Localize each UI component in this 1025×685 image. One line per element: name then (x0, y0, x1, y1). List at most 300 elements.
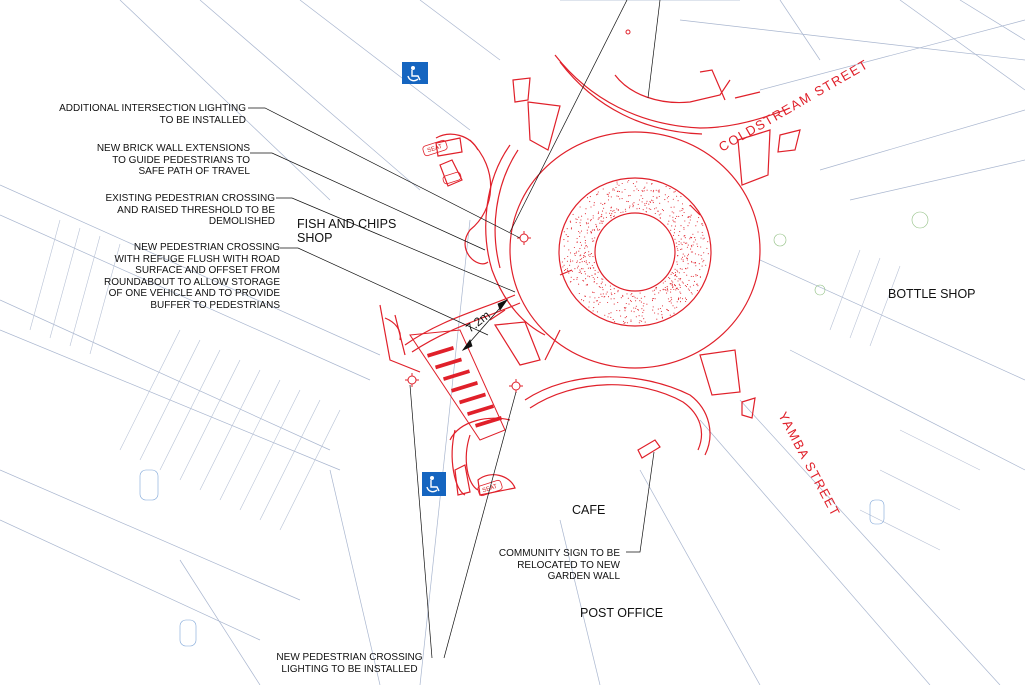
stipple-dot (610, 317, 611, 318)
stipple-dot (676, 196, 677, 197)
stipple-dot (682, 257, 683, 258)
stipple-dot (667, 290, 668, 291)
stipple-dot (634, 311, 635, 312)
stipple-dot (594, 230, 595, 231)
stipple-dot (641, 302, 642, 303)
stipple-dot (625, 307, 626, 308)
stipple-dot (582, 261, 583, 262)
stipple-dot (611, 207, 612, 208)
stipple-dot (584, 236, 585, 237)
zebra-stripe (443, 369, 470, 381)
stipple-dot (574, 253, 575, 254)
stipple-dot (593, 277, 594, 278)
stipple-dot (586, 223, 587, 224)
stipple-dot (596, 300, 597, 301)
stipple-dot (580, 271, 581, 272)
stipple-dot (678, 235, 679, 236)
stipple-dot (566, 234, 567, 235)
stipple-dot (669, 188, 670, 189)
stipple-dot (584, 271, 585, 272)
stipple-dot (579, 222, 580, 223)
stipple-dot (659, 203, 660, 204)
accessible-parking-icon (422, 472, 446, 496)
stipple-dot (693, 276, 694, 277)
stipple-dot (574, 268, 575, 269)
stipple-dot (599, 229, 600, 230)
stipple-dot (686, 286, 687, 287)
stipple-dot (614, 293, 615, 294)
stipple-dot (683, 254, 684, 255)
stipple-dot (656, 190, 657, 191)
stipple-dot (679, 284, 680, 285)
stipple-dot (641, 321, 642, 322)
stipple-dot (628, 195, 629, 196)
stipple-dot (651, 183, 652, 184)
stipple-dot (691, 261, 692, 262)
stipple-dot (678, 289, 679, 290)
stipple-dot (597, 300, 598, 301)
note-community-sign: COMMUNITY SIGN TO BE RELOCATED TO NEW GARDEN WALL (498, 548, 620, 582)
stipple-dot (671, 225, 672, 226)
stipple-dot (671, 274, 672, 275)
stipple-dot (624, 307, 625, 308)
stipple-dot (670, 300, 671, 301)
stipple-dot (614, 321, 615, 322)
stipple-dot (595, 270, 596, 271)
stipple-dot (633, 296, 634, 297)
stipple-dot (618, 185, 619, 186)
stipple-dot (587, 232, 588, 233)
stipple-dot (598, 212, 599, 213)
stipple-dot (670, 315, 671, 316)
light-icon (405, 373, 419, 387)
stipple-dot (567, 228, 568, 229)
stipple-dot (577, 260, 578, 261)
zebra-stripe (427, 346, 454, 358)
stipple-dot (702, 225, 703, 226)
stipple-dot (593, 240, 594, 241)
stipple-dot (693, 244, 694, 245)
stipple-dot (706, 248, 707, 249)
stipple-dot (683, 242, 684, 243)
stipple-dot (570, 259, 571, 260)
stipple-dot (651, 190, 652, 191)
stipple-dot (622, 192, 623, 193)
stipple-dot (594, 279, 595, 280)
stipple-dot (567, 236, 568, 237)
stipple-dot (590, 206, 591, 207)
stipple-dot (600, 294, 601, 295)
stipple-dot (686, 299, 687, 300)
stipple-dot (639, 199, 640, 200)
stipple-dot (602, 223, 603, 224)
stipple-dot (652, 310, 653, 311)
seat-label: SEAT (426, 143, 444, 155)
stipple-dot (653, 196, 654, 197)
stipple-dot (665, 290, 666, 291)
note-new-crossing: NEW PEDESTRIAN CROSSING WITH REFUGE FLUSH WITH ROAD SURFACE AND OFFSET FROM ROUNDABOUT TO ALLOW STORAGE OF ONE VEHICLE AND TO PROVIDE BUFFER TO PEDESTRIANS (104, 242, 280, 311)
stipple-dot (642, 191, 643, 192)
stipple-dot (653, 190, 654, 191)
stipple-dot (596, 283, 597, 284)
stipple-dot (678, 244, 679, 245)
stipple-dot (611, 298, 612, 299)
stipple-dot (588, 306, 589, 307)
stipple-dot (649, 201, 650, 202)
stipple-dot (578, 231, 579, 232)
stipple-dot (588, 251, 589, 252)
stipple-dot (601, 221, 602, 222)
stipple-dot (655, 298, 656, 299)
stipple-dot (700, 246, 701, 247)
stipple-dot (684, 212, 685, 213)
stipple-dot (668, 201, 669, 202)
stipple-dot (675, 221, 676, 222)
stipple-dot (576, 251, 577, 252)
stipple-dot (635, 297, 636, 298)
note-brick-wall: NEW BRICK WALL EXTENSIONS TO GUIDE PEDESTRIANS TO SAFE PATH OF TRAVEL (96, 143, 250, 177)
stipple-dot (676, 261, 677, 262)
accessible-parking-icon (402, 62, 428, 84)
stipple-dot (656, 198, 657, 199)
stipple-dot (671, 299, 672, 300)
stipple-dot (702, 223, 703, 224)
stipple-dot (579, 270, 580, 271)
stipple-dot (587, 197, 588, 198)
stipple-dot (581, 231, 582, 232)
stipple-dot (579, 232, 580, 233)
stipple-dot (687, 259, 688, 260)
stipple-dot (623, 321, 624, 322)
stipple-dot (599, 223, 600, 224)
stipple-dot (569, 265, 570, 266)
fish-and-chips-label: FISH AND CHIPS SHOP (297, 217, 397, 245)
stipple-dot (631, 311, 632, 312)
stipple-dot (661, 311, 662, 312)
stipple-dot (570, 252, 571, 253)
stipple-dot (679, 272, 680, 273)
seat-label: SEAT (481, 483, 499, 495)
stipple-dot (680, 301, 681, 302)
stipple-dot (687, 247, 688, 248)
stipple-dot (587, 264, 588, 265)
stipple-dot (675, 289, 676, 290)
stipple-dot (616, 208, 617, 209)
stipple-dot (571, 228, 572, 229)
stipple-dot (680, 278, 681, 279)
stipple-dot (597, 277, 598, 278)
kerbs-and-walls (380, 55, 800, 495)
stipple-dot (675, 274, 676, 275)
stipple-dot (672, 282, 673, 283)
stipple-dot (589, 256, 590, 257)
stipple-dot (646, 201, 647, 202)
stipple-dot (701, 258, 702, 259)
stipple-dot (674, 239, 675, 240)
stipple-dot (618, 290, 619, 291)
stipple-dot (680, 297, 681, 298)
stipple-dot (567, 256, 568, 257)
stipple-dot (662, 209, 663, 210)
stipple-dot (571, 277, 572, 278)
stipple-dot (686, 258, 687, 259)
stipple-dot (585, 242, 586, 243)
stipple-dot (636, 316, 637, 317)
stipple-dot (644, 205, 645, 206)
stipple-dot (705, 265, 706, 266)
stipple-dot (592, 265, 593, 266)
stipple-dot (592, 256, 593, 257)
stipple-dot (609, 213, 610, 214)
stipple-dot (700, 237, 701, 238)
stipple-dot (697, 285, 698, 286)
stipple-dot (681, 249, 682, 250)
stipple-dot (584, 248, 585, 249)
stipple-dot (702, 235, 703, 236)
stipple-dot (617, 191, 618, 192)
central-island-stipple (562, 180, 709, 324)
stipple-dot (660, 213, 661, 214)
stipple-dot (638, 190, 639, 191)
stipple-dot (573, 279, 574, 280)
stipple-dot (601, 296, 602, 297)
stipple-dot (574, 247, 575, 248)
stipple-dot (593, 307, 594, 308)
stipple-dot (625, 317, 626, 318)
stipple-dot (689, 290, 690, 291)
stipple-dot (631, 293, 632, 294)
stipple-dot (674, 207, 675, 208)
stipple-dot (584, 255, 585, 256)
stipple-dot (588, 227, 589, 228)
stipple-dot (602, 279, 603, 280)
stipple-dot (582, 268, 583, 269)
stipple-dot (697, 221, 698, 222)
coldstream-street-label: COLDSTREAM STREET (716, 56, 872, 155)
stipple-dot (606, 293, 607, 294)
stipple-dot (653, 306, 654, 307)
zebra-stripe (435, 358, 462, 370)
stipple-dot (690, 286, 691, 287)
stipple-dot (573, 214, 574, 215)
stipple-dot (591, 253, 592, 254)
stipple-dot (658, 313, 659, 314)
stipple-dot (688, 245, 689, 246)
stipple-dot (616, 310, 617, 311)
stipple-dot (643, 305, 644, 306)
stipple-dot (687, 284, 688, 285)
stipple-dot (598, 219, 599, 220)
stipple-dot (570, 281, 571, 282)
stipple-dot (671, 207, 672, 208)
stipple-dot (581, 299, 582, 300)
stipple-dot (603, 218, 604, 219)
stipple-dot (697, 246, 698, 247)
stipple-dot (639, 320, 640, 321)
stipple-dot (606, 212, 607, 213)
stipple-dot (597, 311, 598, 312)
stipple-dot (624, 310, 625, 311)
stipple-dot (630, 294, 631, 295)
stipple-dot (703, 238, 704, 239)
stipple-dot (697, 275, 698, 276)
stipple-dot (673, 221, 674, 222)
stipple-dot (643, 188, 644, 189)
stipple-dot (681, 239, 682, 240)
stipple-dot (691, 276, 692, 277)
stipple-dot (583, 280, 584, 281)
stipple-dot (665, 281, 666, 282)
stipple-dot (612, 211, 613, 212)
stipple-dot (677, 264, 678, 265)
stipple-dot (568, 273, 569, 274)
stipple-dot (607, 316, 608, 317)
stipple-dot (673, 313, 674, 314)
stipple-dot (585, 208, 586, 209)
stipple-dot (685, 301, 686, 302)
stipple-dot (646, 304, 647, 305)
stipple-dot (663, 282, 664, 283)
stipple-dot (635, 300, 636, 301)
stipple-dot (704, 238, 705, 239)
stipple-dot (691, 246, 692, 247)
stipple-dot (609, 192, 610, 193)
stipple-dot (654, 294, 655, 295)
stipple-dot (653, 202, 654, 203)
stipple-dot (563, 239, 564, 240)
stipple-dot (581, 216, 582, 217)
stipple-dot (631, 301, 632, 302)
stipple-dot (680, 196, 681, 197)
stipple-dot (581, 258, 582, 259)
stipple-dot (682, 208, 683, 209)
stipple-dot (586, 245, 587, 246)
stipple-dot (692, 251, 693, 252)
stipple-dot (639, 315, 640, 316)
stipple-dot (703, 252, 704, 253)
stipple-dot (602, 211, 603, 212)
stipple-dot (673, 192, 674, 193)
stipple-dot (579, 272, 580, 273)
stipple-dot (613, 188, 614, 189)
stipple-dot (689, 222, 690, 223)
stipple-dot (589, 301, 590, 302)
stipple-dot (614, 298, 615, 299)
stipple-dot (685, 285, 686, 286)
light-fittings (405, 30, 630, 393)
stipple-dot (675, 269, 676, 270)
stipple-dot (656, 207, 657, 208)
stipple-dot (619, 198, 620, 199)
stipple-dot (588, 223, 589, 224)
stipple-dot (669, 215, 670, 216)
stipple-dot (678, 216, 679, 217)
stipple-dot (697, 290, 698, 291)
stipple-dot (676, 216, 677, 217)
stipple-dot (672, 285, 673, 286)
stipple-dot (675, 279, 676, 280)
stipple-dot (654, 208, 655, 209)
stipple-dot (658, 191, 659, 192)
stipple-dot (676, 288, 677, 289)
stipple-dot (667, 288, 668, 289)
stipple-dot (586, 222, 587, 223)
stipple-dot (585, 256, 586, 257)
stipple-dot (617, 183, 618, 184)
stipple-dot (691, 215, 692, 216)
post-office-label: POST OFFICE (580, 606, 664, 620)
stipple-dot (608, 313, 609, 314)
stipple-dot (594, 297, 595, 298)
stipple-dot (593, 267, 594, 268)
zebra-stripe (467, 404, 494, 416)
stipple-dot (585, 278, 586, 279)
stipple-dot (611, 196, 612, 197)
stipple-dot (624, 322, 625, 323)
stipple-dot (590, 196, 591, 197)
stipple-dot (628, 304, 629, 305)
stipple-dot (626, 201, 627, 202)
stipple-dot (593, 302, 594, 303)
stipple-dot (603, 293, 604, 294)
stipple-dot (700, 276, 701, 277)
stipple-dot (611, 293, 612, 294)
stipple-dot (695, 265, 696, 266)
stipple-dot (639, 322, 640, 323)
stipple-dot (658, 190, 659, 191)
stipple-dot (598, 213, 599, 214)
stipple-dot (611, 294, 612, 295)
stipple-dot (627, 322, 628, 323)
stipple-dot (682, 215, 683, 216)
stipple-dot (693, 241, 694, 242)
stipple-dot (602, 289, 603, 290)
stipple-dot (673, 212, 674, 213)
stipple-dot (606, 217, 607, 218)
stipple-dot (564, 265, 565, 266)
stipple-dot (579, 236, 580, 237)
stipple-dot (641, 308, 642, 309)
stipple-dot (616, 182, 617, 183)
stipple-dot (627, 181, 628, 182)
stipple-dot (603, 221, 604, 222)
stipple-dot (600, 220, 601, 221)
stipple-dot (682, 281, 683, 282)
stipple-dot (570, 222, 571, 223)
stipple-dot (589, 276, 590, 277)
stipple-dot (671, 297, 672, 298)
stipple-dot (690, 237, 691, 238)
stipple-dot (630, 320, 631, 321)
stipple-dot (590, 254, 591, 255)
stipple-dot (636, 208, 637, 209)
stipple-dot (597, 230, 598, 231)
stipple-dot (690, 249, 691, 250)
stipple-dot (594, 262, 595, 263)
stipple-dot (632, 206, 633, 207)
stipple-dot (641, 195, 642, 196)
stipple-dot (607, 292, 608, 293)
stipple-dot (668, 221, 669, 222)
stipple-dot (636, 188, 637, 189)
stipple-dot (622, 183, 623, 184)
stipple-dot (642, 198, 643, 199)
stipple-dot (591, 232, 592, 233)
stipple-dot (592, 292, 593, 293)
stipple-dot (703, 260, 704, 261)
stipple-dot (651, 200, 652, 201)
stipple-dot (671, 302, 672, 303)
